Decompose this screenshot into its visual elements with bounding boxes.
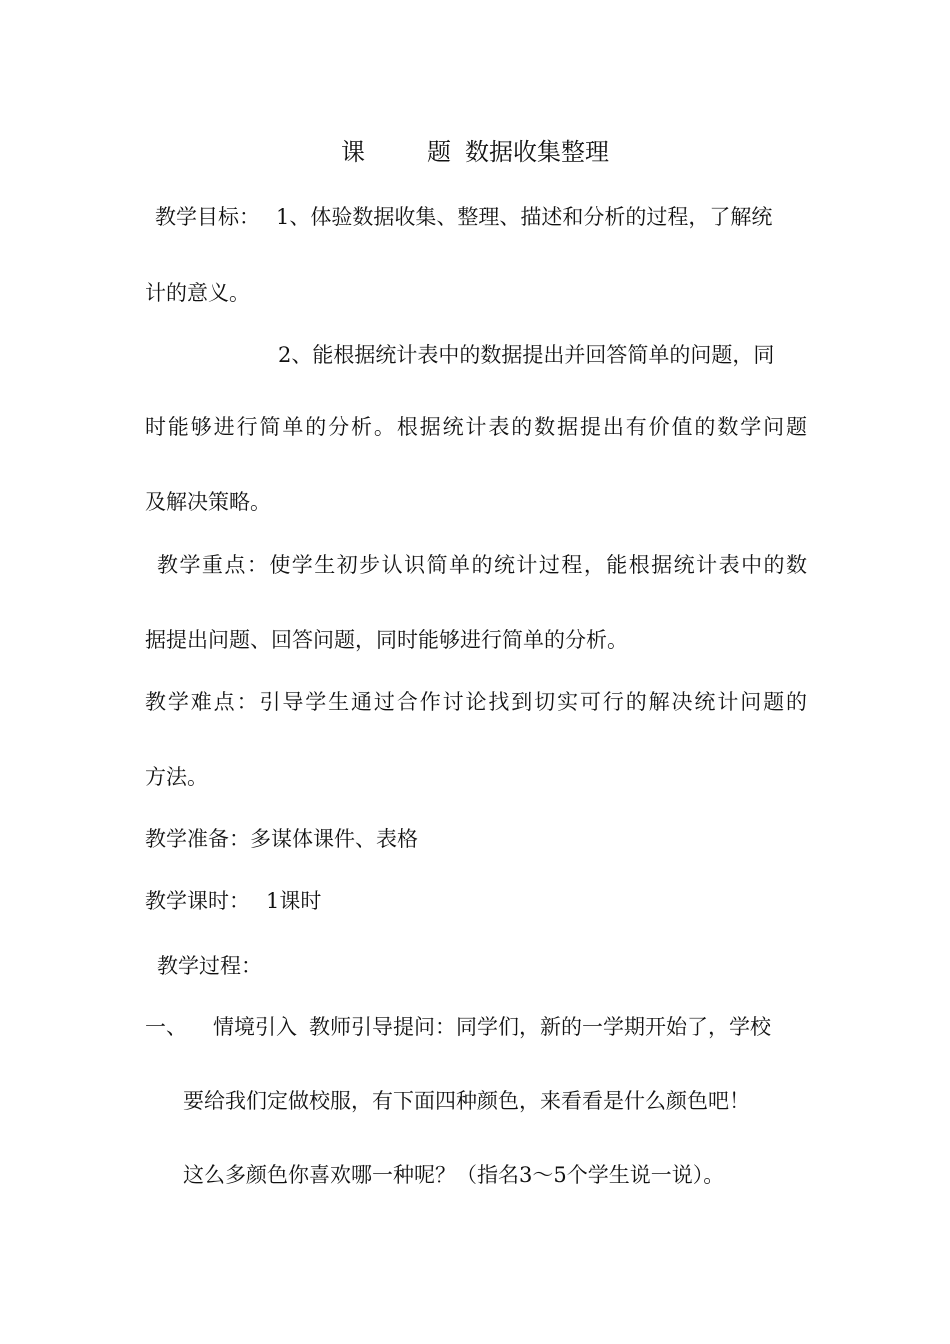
title-text: 数据收集整理 [465,138,609,166]
process-heading: 教学过程： [157,954,262,978]
objective-2-line-2: 时能够进行简单的分析。根据统计表的数据提出有价值的数学问题 [145,415,807,439]
difficulties-line-1: 教学难点：引导学生通过合作讨论找到切实可行的解决统计问题的 [145,690,807,714]
preparation-line: 教学准备：多谋体课件、表格 [145,827,418,851]
difficulties-line-2: 方法。 [145,765,208,789]
title-label-1: 课 [341,138,365,166]
class-hours-line [145,886,807,916]
objective-2-line-3: 及解决策略。 [145,490,271,514]
objectives-line-2: 计的意义。 [145,281,250,305]
section-1-line-3: 这么多颜色你喜欢哪一种呢？（指名3～5个学生说一说）。 [183,1163,725,1187]
section-1-line-2: 要给我们定做校服，有下面四种颜色，来看看是什么颜色吧！ [183,1089,750,1113]
objectives-line-1 [155,202,807,232]
section-1-title: 情境引入 [213,1015,297,1039]
section-1-line-1 [145,1012,807,1042]
class-hours-label: 教学课时： [145,889,250,913]
section-1-line-1-rest: 教师引导提问：同学们，新的一学期开始了，学校 [309,1015,771,1039]
key-points-line-1: 教学重点：使学生初步认识简单的统计过程，能根据统计表中的数 [157,553,807,577]
class-hours-value: 1课时 [266,889,322,913]
section-1-number: 一、 [145,1015,187,1039]
objectives-heading: 教学目标： [155,205,260,229]
objective-2-line-1: 2、能根据统计表中的数据提出并回答简单的问题，同 [278,343,775,367]
title-label-2: 题 [427,138,451,166]
objective-1-text: 1、体验数据收集、整理、描述和分析的过程，了解统 [276,205,773,229]
key-points-line-2: 据提出问题、回答问题，同时能够进行简单的分析。 [145,628,628,652]
lesson-title [0,136,950,168]
